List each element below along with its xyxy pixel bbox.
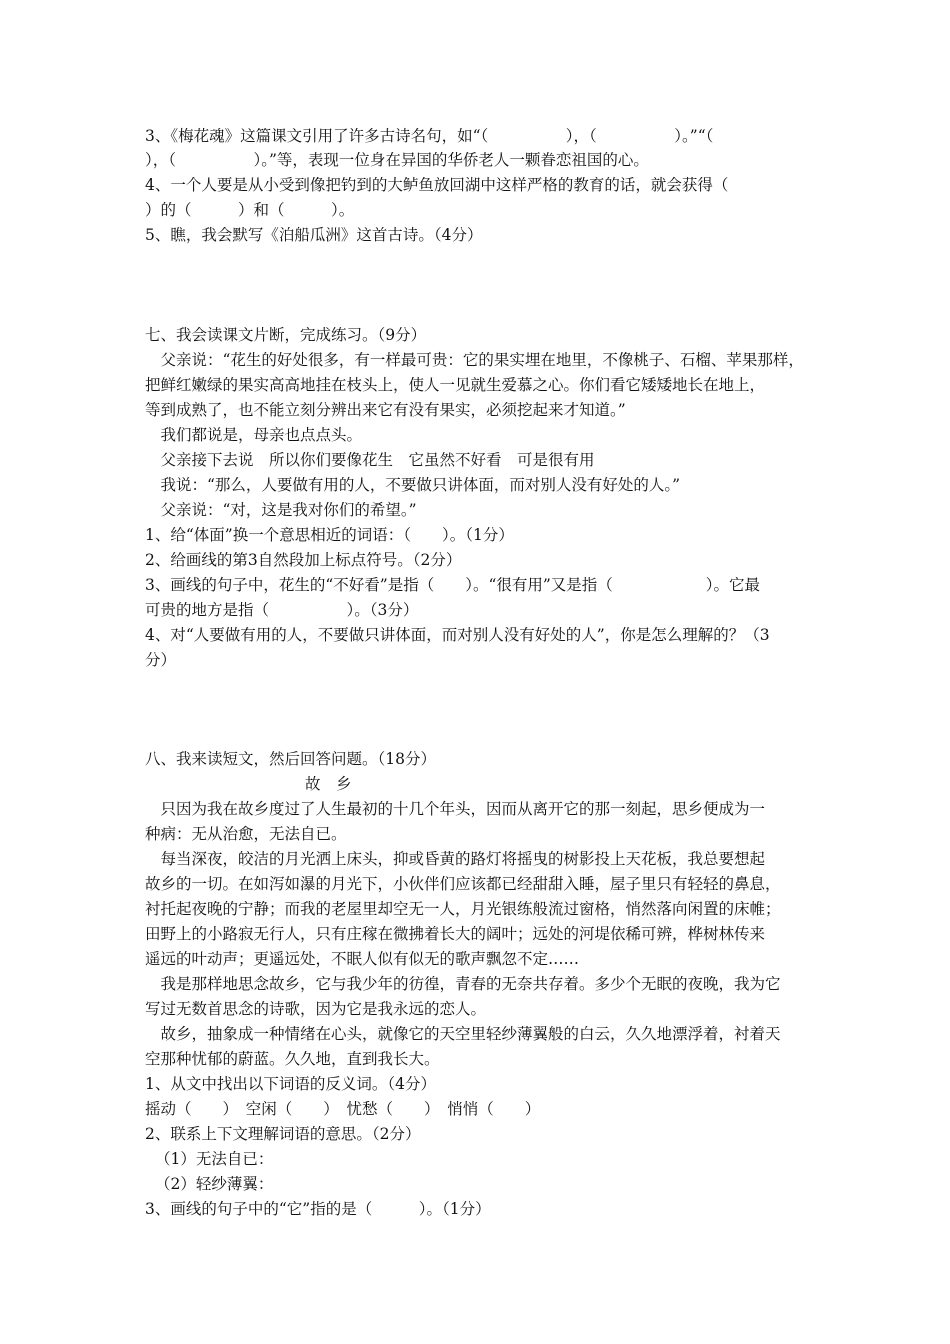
- s8-p4-line2: 空那种忧郁的蔚蓝。久久地，直到我长大。: [145, 1050, 440, 1068]
- s6-q4-line2: ）的（ ）和（ ）。: [145, 201, 355, 219]
- s7-p1-line2: 把鲜红嫩绿的果实高高地挂在枝头上，使人一见就生爱慕之心。你们看它矮矮地长在地上，: [145, 376, 766, 394]
- s6-q3-line2: ），（ ）。”等，表现一位身在异国的华侨老人一颗眷恋祖国的心。: [145, 151, 649, 169]
- s7-p4: 我说：“那么，人要做有用的人，不要做只讲体面，而对别人没有好处的人。”: [145, 476, 681, 494]
- s8-q1-items: 摇动（ ） 空闲（ ） 忧愁（ ） 悄悄（ ）: [145, 1100, 541, 1118]
- s7-p5: 父亲说：“对，这是我对你们的希望。”: [145, 501, 417, 519]
- s7-p1-line3: 等到成熟了，也不能立刻分辨出来它有没有果实，必须挖起来才知道。”: [145, 401, 626, 419]
- s6-q5: 5、瞧，我会默写《泊船瓜洲》这首古诗。（4分）: [145, 226, 483, 244]
- s8-q3: 3、画线的句子中的“它”指的是（ ）。（1分）: [145, 1200, 491, 1218]
- s7-q4-line2: 分）: [145, 651, 177, 669]
- s7-q3-line2: 可贵的地方是指（ ）。（3分）: [145, 601, 419, 619]
- s8-p2-line1: 每当深夜，皎洁的月光洒上床头，抑或昏黄的路灯将摇曳的树影投上天花板，我总要想起: [145, 850, 766, 868]
- s8-q2-b: （2）轻纱薄翼：: [155, 1175, 274, 1193]
- s7-q3-line1: 3、画线的句子中，花生的“不好看”是指（ ）。“很有用”又是指（ ）。它最: [145, 576, 761, 594]
- s7-q1: 1、给“体面”换一个意思相近的词语：（ ）。（1分）: [145, 526, 514, 544]
- s8-p2-line2: 故乡的一切。在如泻如瀑的月光下，小伙伴们应该都已经甜甜入睡，屋子里只有轻轻的鼻息，: [145, 875, 781, 893]
- s7-p1-line1: 父亲说：“花生的好处很多，有一样最可贵：它的果实埋在地里，不像桃子、石榴、苹果那样，: [145, 351, 804, 369]
- s8-q2-a: （1）无法自已：: [155, 1150, 274, 1168]
- s6-q3-line1: 3、《梅花魂》这篇课文引用了许多古诗名句，如“（ ），（ ）。”“（: [145, 127, 714, 145]
- s7-p3: 父亲接下去说 所以你们要像花生 它虽然不好看 可是很有用: [145, 451, 595, 469]
- s7-p2: 我们都说是，母亲也点点头。: [145, 426, 363, 444]
- s7-heading: 七、我会读课文片断，完成练习。（9分）: [145, 326, 427, 344]
- s8-p4-line1: 故乡，抽象成一种情绪在心头，就像它的天空里轻纱薄翼般的白云，久久地漂浮着，衬着天: [145, 1025, 781, 1043]
- s8-p1-line2: 种病：无从治愈，无法自已。: [145, 825, 347, 843]
- s8-p2-line4: 田野上的小路寂无行人，只有庄稼在微拂着长大的阔叶；远处的河堤依稀可辨，桦树林传来: [145, 925, 766, 943]
- s8-p3-line1: 我是那样地思念故乡，它与我少年的彷徨，青春的无奈共存着。多少个无眠的夜晚，我为它: [145, 975, 781, 993]
- s7-q2: 2、给画线的第3自然段加上标点符号。（2分）: [145, 551, 462, 569]
- s8-q2: 2、联系上下文理解词语的意思。（2分）: [145, 1125, 421, 1143]
- s8-heading: 八、我来读短文，然后回答问题。（18分）: [145, 750, 436, 768]
- s8-passage-title: 故 乡: [305, 775, 352, 793]
- s8-p2-line3: 衬托起夜晚的宁静；而我的老屋里却空无一人，月光银练般流过窗格，悄然落向闲置的床帷；: [145, 900, 781, 918]
- s8-p3-line2: 写过无数首思念的诗歌，因为它是我永远的恋人。: [145, 1000, 487, 1018]
- s8-q1: 1、从文中找出以下词语的反义词。（4分）: [145, 1075, 436, 1093]
- s6-q4-line1: 4、一个人要是从小受到像把钓到的大鲈鱼放回湖中这样严格的教育的话，就会获得（: [145, 176, 729, 194]
- s8-p1-line1: 只因为我在故乡度过了人生最初的十几个年头，因而从离开它的那一刻起，思乡便成为一: [145, 800, 766, 818]
- s7-q4-line1: 4、对“人要做有用的人，不要做只讲体面，而对别人没有好处的人”，你是怎么理解的？（3: [145, 626, 770, 644]
- s8-p2-line5: 遥远的叶动声；更遥远处，不眠人似有似无的歌声飘忽不定……: [145, 950, 580, 968]
